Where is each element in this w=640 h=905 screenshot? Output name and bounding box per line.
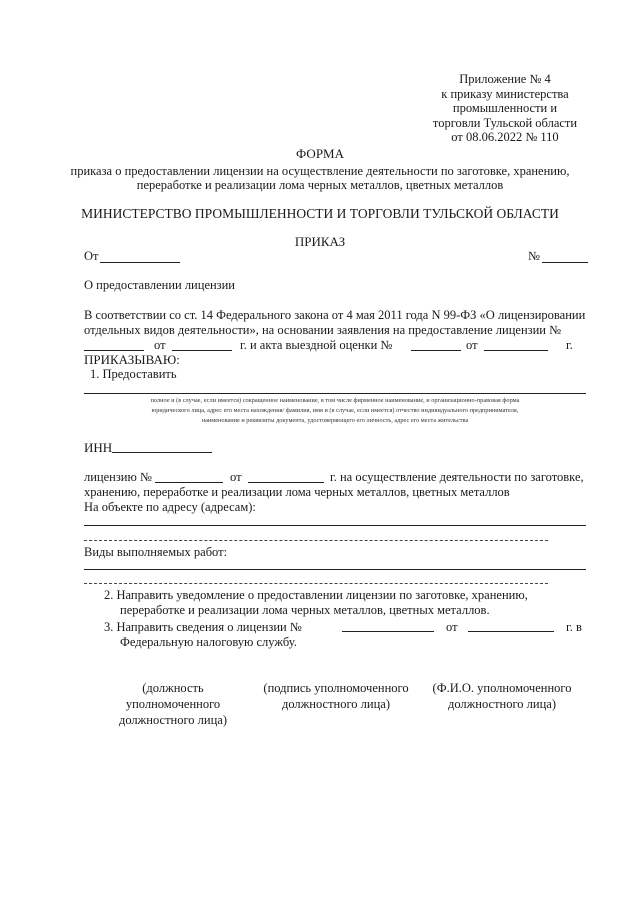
appendix-line: к приказу министерства [441, 86, 569, 101]
license-number-line [155, 482, 223, 483]
item-3: 3. Направить сведения о лицензии № [104, 620, 302, 634]
signature-sign: (подпись уполномоченного должностного лица) [263, 681, 409, 711]
info-date-line [468, 631, 554, 632]
date-label: От [84, 249, 99, 263]
form-title: ФОРМА [296, 146, 344, 161]
ministry-heading: МИНИСТЕРСТВО ПРОМЫШЛЕННОСТИ И ТОРГОВЛИ ТУЛЬСКОЙ ОБЛАСТИ [81, 206, 559, 221]
order-subject: О предоставлении лицензии [84, 278, 235, 292]
preamble-line: отдельных видов деятельности», на основании заявления на предоставление лицензии № [84, 323, 561, 337]
address-line [84, 540, 548, 541]
license-label: лицензию № [84, 470, 152, 484]
license-text: г. на осуществление деятельности по заготовке, [330, 470, 584, 484]
inn-field-line [112, 452, 212, 453]
item-3-from: от [446, 620, 458, 634]
order-verb: ПРИКАЗЫВАЮ: [84, 352, 180, 367]
license-date-line [248, 482, 324, 483]
field-hint: наименование и реквизиты документа, удостоверяющего его личность, адрес его места жительства [201, 417, 469, 424]
grantee-line [84, 393, 586, 394]
number-label: № [528, 249, 540, 263]
works-label: Виды выполняемых работ: [84, 545, 228, 559]
license-from: от [230, 470, 242, 484]
item-2: переработке и реализации лома черных металлов, цветных металлов. [120, 603, 490, 617]
info-number-line [342, 631, 434, 632]
item-1: 1. Предоставить [90, 367, 177, 381]
works-line [84, 569, 586, 570]
form-subtitle: переработке и реализации лома черных металлов, цветных металлов [136, 178, 504, 192]
act-date-line [484, 350, 548, 351]
item-3-end: г. в [566, 620, 582, 634]
preamble-from: от [466, 338, 478, 352]
act-number-line [411, 350, 461, 351]
inn-label: ИНН [84, 440, 113, 455]
works-line [84, 583, 548, 584]
item-2: 2. Направить уведомление о предоставлении лицензии по заготовке, хранению, [104, 588, 528, 602]
field-hint: полное и (в случае, если имеется) сокращенное наименование, в том числе фирменное наименование, и организационно-правовая форма [150, 397, 520, 404]
form-subtitle: приказа о предоставлении лицензии на осуществление деятельности по заготовке, хранению, [70, 164, 570, 178]
application-date-line [172, 350, 232, 351]
field-hint: юридического лица, адрес его места нахождения/ фамилия, имя и (в случае, если имеется) отчество индивидуального предпринимателя, [151, 407, 519, 414]
number-field-line [542, 262, 588, 263]
appendix-line: от 08.06.2022 № 110 [451, 130, 559, 145]
date-field-line [100, 262, 180, 263]
appendix-line: торговли Тульской области [432, 115, 578, 130]
appendix-line: Приложение № 4 [459, 72, 551, 86]
signature-fio: (Ф.И.О. уполномоченного должностного лица) [432, 681, 572, 711]
preamble-from: от [154, 338, 166, 352]
item-3: Федеральную налоговую службу. [120, 635, 297, 649]
order-heading: ПРИКАЗ [294, 234, 346, 249]
appendix-line: промышленности и [452, 101, 558, 116]
license-text: хранению, переработке и реализации лома черных металлов, цветных металлов [84, 485, 510, 499]
preamble-end: г. [566, 338, 573, 352]
address-label: На объекте по адресу (адресам): [84, 500, 256, 514]
signature-position: (должность уполномоченного должностного лица) [118, 681, 228, 727]
appendix-block [420, 72, 590, 145]
application-number-line [84, 350, 144, 351]
preamble-line: В соответствии со ст. 14 Федерального закона от 4 мая 2011 года N 99-ФЗ «О лицензировании [84, 308, 586, 322]
preamble-act: г. и акта выездной оценки № [240, 338, 393, 352]
address-line [84, 525, 586, 526]
